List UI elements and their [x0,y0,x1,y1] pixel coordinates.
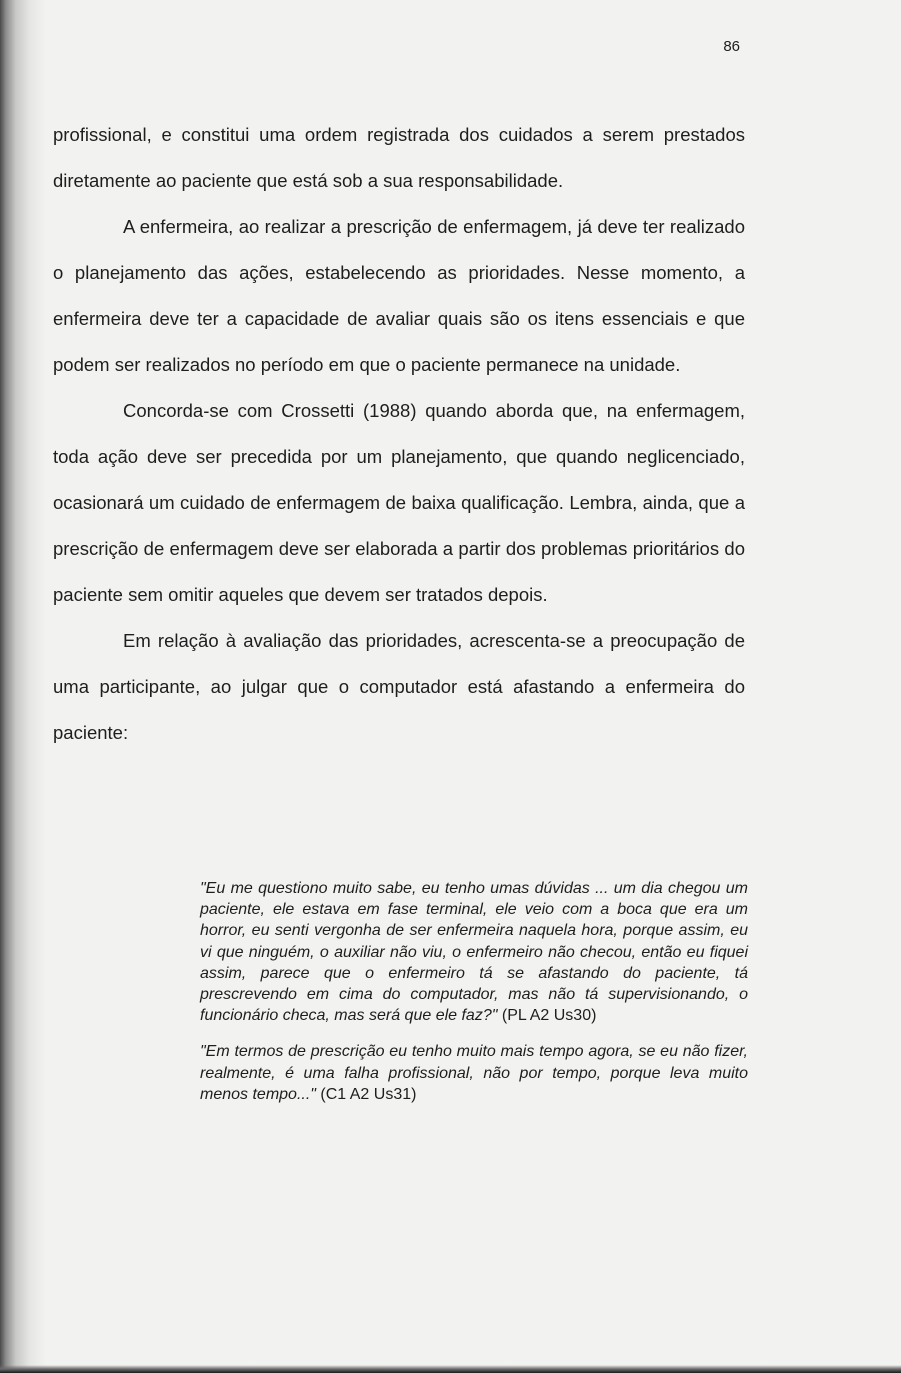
paragraph-2: A enfermeira, ao realizar a prescrição de enfermagem, já deve ter realizado o planejamento das ações, estabelecendo as prioridades. Nesse momento, a enfermeira deve ter a capacidade de avaliar quais são os itens essenciais e que podem ser realizados no período em que o paciente permanece na unidade. [53,216,745,375]
quote-1 [200,878,748,1026]
quote-1-text: "Eu me questiono muito sabe, eu tenho umas dúvidas ... um dia chegou um paciente, ele estava em fase terminal, ele veio com a boca que era um horror, eu senti vergonha de ser enfermeira naquela hora, porque assim, eu vi que ninguém, o auxiliar não viu, o enfermeiro não checou, então eu fiquei assim, parece que o enfermeiro tá se afastando do paciente, tá prescrevendo em cima do computador, mas não tá supervisionando, o funcionário checa, mas será que ele faz?" [200,880,748,1025]
scan-shadow-left [0,0,46,1373]
quote-1-citation: (PL A2 Us30) [501,1007,597,1025]
quote-2-text: "Em termos de prescrição eu tenho muito mais tempo agora, se eu não fizer, realmente, é uma falha profissional, não por tempo, porque leva muito menos tempo..." [200,1043,748,1103]
scan-edge-bottom [0,1365,901,1373]
paragraph-4: Em relação à avaliação das prioridades, acrescenta-se a preocupação de uma participante, ao julgar que o computador está afastando a enfermeira do paciente: [53,630,745,743]
quote-2-citation: (C1 A2 Us31) [320,1085,417,1103]
block-quotes [200,878,748,1120]
paragraph-3: Concorda-se com Crossetti (1988) quando aborda que, na enfermagem, toda ação deve ser precedida por um planejamento, que quando neglicenciado, ocasionará um cuidado de enfermagem de baixa qualificação. Lembra, ainda, que a prescrição de enfermagem deve ser elaborada a partir dos problemas prioritários do paciente sem omitir aqueles que devem ser tratados depois. [53,400,745,605]
page-number: 86 [723,38,740,55]
quote-2 [200,1041,748,1105]
body-text [53,112,745,756]
paragraph-1: profissional, e constitui uma ordem registrada dos cuidados a serem prestados diretamente ao paciente que está sob a sua responsabilidade. [53,124,745,191]
